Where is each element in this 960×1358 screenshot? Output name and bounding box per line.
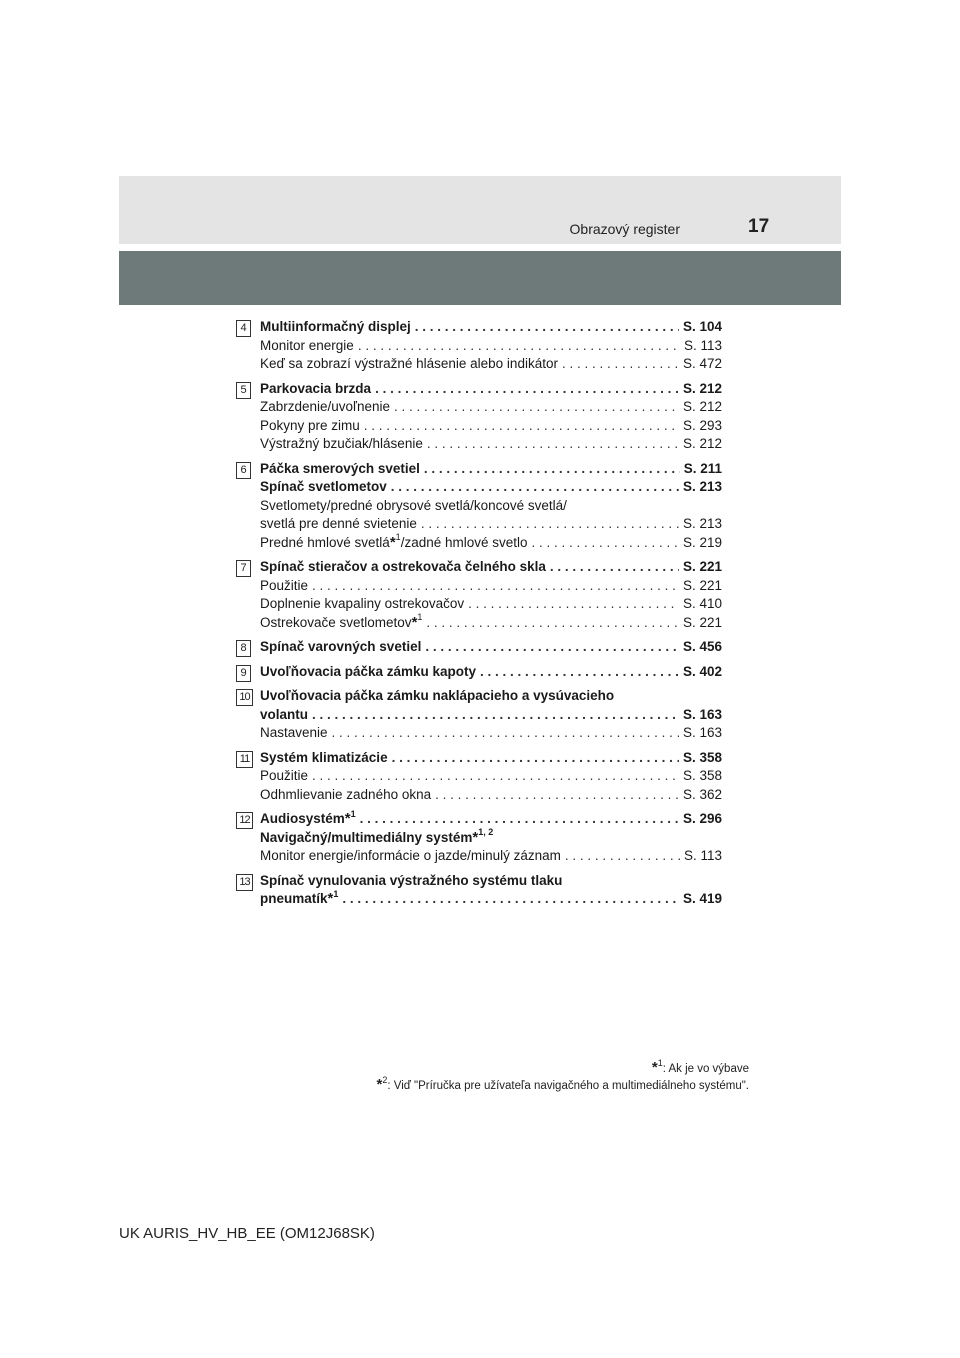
entry-text: Audiosystém	[260, 811, 345, 826]
entry-label	[260, 478, 387, 497]
entry-label	[260, 498, 567, 513]
entry-label	[260, 890, 338, 909]
entry-text: Pokyny pre zimu	[260, 417, 360, 433]
toc-entry	[260, 558, 722, 577]
footnote-2-mark: 2	[382, 1075, 388, 1086]
page-reference: S. 221	[682, 577, 722, 593]
item-number-badge: 8	[236, 640, 251, 657]
entry-label	[260, 460, 420, 479]
footnote-1: *$^1$: Ak je vo výbave	[651, 1058, 749, 1076]
entry-label	[260, 398, 390, 417]
toc-subentry	[260, 435, 722, 454]
toc-subentry	[260, 595, 722, 614]
page-reference: S. 212	[682, 380, 722, 396]
entry-text: Svetlomety/predné obrysové svetlá/koncové svetlá/	[260, 497, 567, 513]
toc-entry	[260, 890, 722, 909]
toc-subentry	[260, 847, 722, 866]
item-number-badge: 5	[236, 382, 251, 399]
page-reference: S. 219	[682, 534, 722, 550]
dot-leader	[394, 398, 679, 417]
footnote-asterisk: *	[344, 810, 351, 827]
toc-entry	[260, 638, 722, 657]
item-number-badge: 13	[236, 874, 253, 891]
page-reference: S. 212	[682, 399, 722, 414]
toc-subentry	[260, 398, 722, 417]
dot-leader	[565, 847, 680, 866]
item-number-badge: 6	[236, 462, 251, 479]
entry-label	[260, 638, 421, 657]
dot-leader	[426, 614, 679, 633]
entry-text-continued: /zadné hmlové svetlo	[400, 534, 528, 550]
toc-subentry	[260, 355, 722, 374]
toc-group	[236, 380, 722, 454]
entry-label	[260, 577, 308, 596]
toc-entry	[260, 663, 722, 682]
dot-leader	[435, 786, 679, 805]
dot-leader	[332, 724, 679, 743]
dot-leader	[358, 337, 680, 356]
entry-label	[260, 417, 360, 436]
page-reference: S. 104	[682, 319, 722, 334]
entry-text: Zabrzdenie/uvoľnenie	[260, 399, 391, 414]
entry-text: Multiinformačný displej	[260, 319, 411, 334]
item-number-badge: 12	[236, 812, 253, 829]
entry-text: Navigačný/multimediálny systém	[260, 829, 473, 845]
entry-label	[260, 767, 308, 786]
footnote-ref: 1	[333, 888, 339, 899]
dot-leader	[421, 515, 679, 534]
toc-entry	[260, 478, 722, 497]
page-number: 17	[748, 216, 770, 237]
dot-leader	[562, 355, 679, 374]
toc-entry	[260, 872, 722, 891]
entry-label	[260, 355, 558, 374]
toc-subentry	[260, 767, 722, 786]
page-reference: S. 221	[682, 559, 722, 574]
dot-leader	[312, 577, 679, 596]
page-reference: S. 358	[682, 749, 722, 765]
toc-group	[236, 558, 722, 632]
entry-text: Odhmlievanie zadného okna	[260, 786, 432, 802]
dot-leader	[392, 749, 679, 768]
toc-group	[236, 872, 722, 909]
dot-leader	[425, 638, 679, 657]
section-title: Obrazový register	[569, 221, 680, 237]
entry-text: volantu	[260, 706, 309, 722]
footnote-ref: 1, 2	[478, 827, 494, 837]
entry-label	[260, 724, 328, 743]
page-reference: S. 113	[683, 848, 722, 863]
toc-entry	[260, 318, 722, 337]
entry-label	[260, 435, 423, 454]
entry-text: Doplnenie kvapaliny ostrekovačov	[260, 596, 465, 611]
page-reference: S. 213	[682, 479, 722, 494]
toc-entry	[260, 687, 722, 706]
page-reference: S. 113	[683, 337, 722, 353]
item-number-badge: 9	[236, 665, 251, 682]
footnote-asterisk: *	[327, 890, 334, 907]
entry-text: Predné hmlové svetlá	[260, 534, 390, 550]
footnote-1-text: : Ak je vo výbave	[662, 1063, 749, 1075]
page-reference: S. 456	[682, 639, 722, 654]
page-reference: S. 211	[683, 460, 722, 476]
toc-subentry	[260, 337, 722, 356]
entry-text: Parkovacia brzda	[260, 380, 372, 396]
dot-leader	[312, 706, 679, 725]
footnote-ref: 1	[395, 532, 401, 542]
toc-group	[236, 749, 722, 805]
page-reference: S. 163	[682, 706, 722, 722]
entry-text: Páčka smerových svetiel	[260, 460, 420, 476]
toc-entry	[260, 706, 722, 725]
toc-entry	[260, 749, 722, 768]
entry-text: Monitor energie	[260, 337, 354, 353]
entry-label	[260, 810, 356, 829]
entry-text: pneumatík	[260, 891, 328, 906]
entry-label	[260, 614, 422, 633]
footnote-ref: 1	[417, 612, 423, 622]
entry-text: Systém klimatizácie	[260, 749, 388, 765]
toc-subentry	[260, 786, 722, 805]
dot-leader	[312, 767, 679, 786]
toc-subentry	[260, 515, 722, 534]
toc-subentry	[260, 534, 722, 553]
footnote-2-text: : Viď "Príručka pre užívateľa navigačného a multimediálneho systému".	[387, 1080, 749, 1092]
entry-label	[260, 337, 354, 356]
footnote-ref: 1	[350, 808, 356, 819]
toc-group	[236, 687, 722, 743]
toc-subentry	[260, 577, 722, 596]
entry-text: Výstražný bzučiak/hlásenie	[260, 436, 423, 451]
header-band-light	[119, 176, 841, 244]
toc-subentry	[260, 417, 722, 436]
document-code: UK AURIS_HV_HB_EE (OM12J68SK)	[119, 1225, 375, 1242]
entry-label	[260, 827, 494, 846]
dot-leader	[424, 460, 680, 479]
footnote-asterisk: *	[411, 613, 418, 631]
toc-entry	[260, 460, 722, 479]
entry-text: Uvoľňovacia páčka zámku kapoty	[260, 663, 477, 679]
footnote-1-mark: 1	[657, 1058, 663, 1069]
toc-subentry	[260, 724, 722, 743]
entry-text: Uvoľňovacia páčka zámku naklápacieho a vysúvacieho	[260, 688, 615, 703]
entry-label	[260, 749, 388, 768]
entry-text: svetlá pre denné svietenie	[260, 516, 417, 531]
entry-text: Spínač stieračov a ostrekovača čelného skla	[260, 559, 546, 574]
footnote-asterisk: *	[389, 533, 396, 551]
page-reference: S. 221	[682, 614, 722, 630]
footnote-asterisk: *	[472, 828, 479, 846]
toc-group	[236, 318, 722, 374]
toc-subentry	[260, 614, 722, 633]
toc-group	[236, 663, 722, 682]
dot-leader	[427, 435, 679, 454]
item-number-badge: 10	[236, 689, 253, 706]
dot-leader	[415, 318, 679, 337]
dot-leader	[375, 380, 679, 399]
page-reference: S. 402	[682, 663, 722, 679]
page-reference: S. 212	[682, 436, 722, 451]
toc-entry	[260, 829, 722, 848]
entry-text: Monitor energie/informácie o jazde/minulý záznam	[260, 848, 561, 863]
dot-leader	[342, 890, 679, 909]
entry-label	[260, 534, 528, 553]
toc-entry	[260, 810, 722, 829]
header-band-dark	[119, 251, 841, 305]
toc-group	[236, 460, 722, 553]
toc-subentry	[260, 497, 722, 516]
toc-group	[236, 638, 722, 657]
entry-label	[260, 515, 417, 534]
entry-text: Spínač vynulovania výstražného systému tlaku	[260, 872, 563, 888]
entry-label	[260, 706, 308, 725]
entry-label	[260, 595, 464, 614]
dot-leader	[391, 478, 679, 497]
page-reference: S. 362	[682, 786, 722, 802]
item-number-badge: 7	[236, 560, 251, 577]
toc-group	[236, 810, 722, 866]
dot-leader	[532, 534, 679, 553]
page-reference: S. 472	[682, 356, 722, 371]
entry-label	[260, 688, 614, 703]
item-number-badge: 4	[236, 320, 251, 337]
page-reference: S. 296	[682, 811, 722, 826]
footnotes	[377, 1060, 750, 1094]
entry-text: Spínač svetlometov	[260, 479, 387, 494]
toc-list	[236, 318, 722, 915]
entry-label	[260, 318, 411, 337]
entry-text: Použitie	[260, 768, 309, 783]
page-reference: S. 293	[682, 417, 722, 433]
dot-leader	[550, 558, 679, 577]
entry-label	[260, 873, 562, 888]
page-reference: S. 358	[682, 768, 722, 783]
entry-label	[260, 380, 371, 399]
entry-text: Spínač varovných svetiel	[260, 639, 422, 654]
entry-label	[260, 786, 431, 805]
entry-text: Nastavenie	[260, 725, 328, 740]
dot-leader	[480, 663, 679, 682]
page-reference: S. 410	[682, 596, 722, 611]
toc-entry	[260, 380, 722, 399]
page-reference: S. 163	[682, 725, 722, 740]
entry-label	[260, 663, 476, 682]
page-reference: S. 419	[682, 891, 722, 906]
entry-label	[260, 558, 546, 577]
entry-text: Ostrekovače svetlometov	[260, 614, 412, 630]
entry-text: Keď sa zobrazí výstražné hlásenie alebo indikátor	[260, 356, 558, 371]
footnote-2: *$^2$: Viď "Príručka pre užívateľa navigačného a multimediálneho systému".	[376, 1075, 749, 1093]
item-number-badge: 11	[236, 751, 253, 768]
dot-leader	[468, 595, 679, 614]
dot-leader	[360, 810, 679, 829]
page-reference: S. 213	[682, 516, 722, 531]
entry-label	[260, 847, 561, 866]
entry-text: Použitie	[260, 577, 309, 593]
dot-leader	[364, 417, 679, 436]
